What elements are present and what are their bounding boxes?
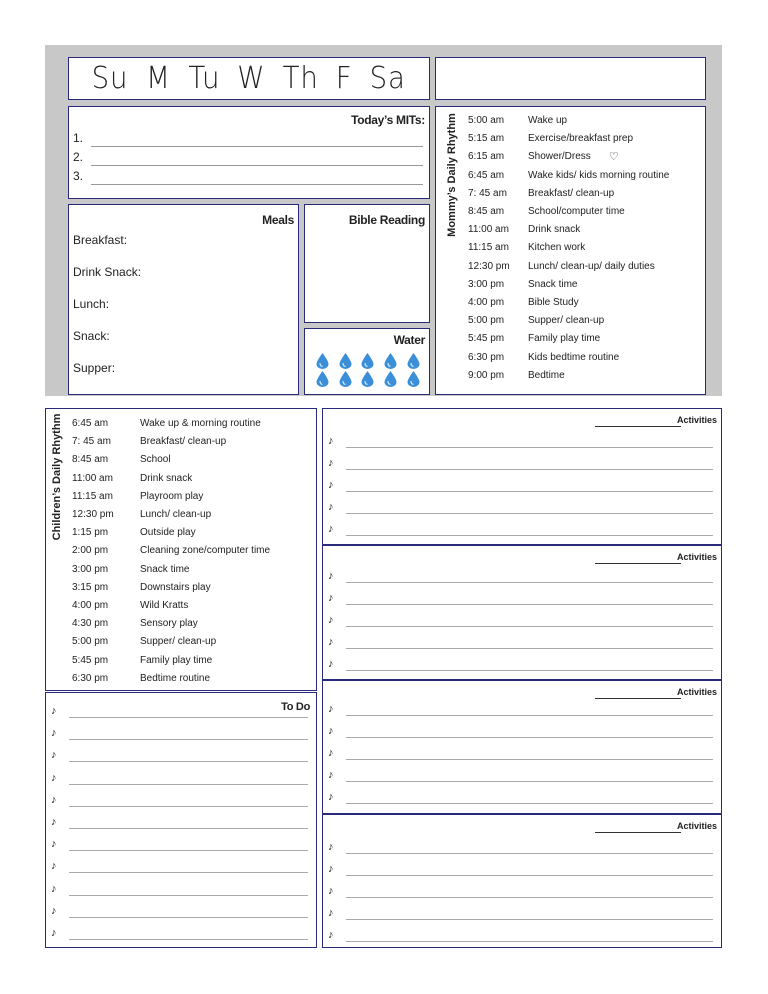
meal-label: Snack: [73,329,110,343]
schedule-time: 5:45 pm [72,654,109,666]
music-note-icon: ♪ [51,838,57,851]
schedule-task: Bedtime routine [140,672,211,684]
schedule-row [72,506,270,524]
schedule-row [72,597,270,615]
schedule-task: Family play time [528,333,601,345]
activities-title-line[interactable] [595,832,681,833]
music-note-icon: ♪ [328,791,334,803]
bible-reading-title: Bible Reading [348,213,425,227]
music-note-icon: ♪ [51,816,57,828]
line-entry[interactable] [51,770,308,788]
schedule-row [468,167,669,185]
schedule-task: School/computer time [528,206,625,218]
schedule-time: 7: 45 am [468,187,507,199]
water-title: Water [393,333,425,347]
line-entry[interactable] [51,903,308,921]
schedule-row [72,451,270,469]
day-0[interactable]: Su [91,61,129,96]
schedule-task: Snack time [528,278,578,290]
day-6[interactable]: Sa [369,61,407,96]
schedule-row [72,415,270,433]
schedule-task: Drink snack [528,224,581,236]
music-note-icon: ♪ [328,703,334,715]
music-note-icon: ♪ [51,793,57,806]
line-entry[interactable] [51,703,308,721]
meals-title: Meals [262,213,294,227]
music-note-icon: ♪ [328,725,334,737]
schedule-task: Family play time [140,654,213,666]
music-note-icon: ♪ [328,523,334,535]
schedule-task: Outside play [140,527,196,539]
day-4[interactable]: Th [282,61,320,96]
meal-label: Breakfast: [73,233,128,247]
line-entry[interactable] [328,927,713,945]
schedule-task: Lunch/ clean-up/ daily duties [528,260,655,272]
schedule-task: Kitchen work [528,242,586,254]
music-note-icon: ♪ [51,904,57,917]
schedule-time: 6:30 pm [72,672,109,684]
schedule-task: Sensory play [140,618,198,630]
schedule-time: 8:45 am [468,206,505,218]
line-entry[interactable] [328,701,713,719]
schedule-time: 5:00 pm [468,315,505,327]
music-note-icon: ♪ [328,501,334,513]
children-rhythm-title: Children’s Daily Rhythm [51,413,63,541]
children-rhythm-box [45,408,317,691]
music-note-icon: ♪ [328,457,334,469]
music-note-icon: ♪ [328,479,334,491]
activities-title: Activities [676,687,717,697]
water-drops [311,353,425,387]
line-entry[interactable] [328,745,713,763]
heart-icon: ♡ [608,151,619,164]
schedule-time: 8:45 am [72,454,109,466]
schedule-task: Wake kids/ kids morning routine [528,169,670,181]
water-drop-icon[interactable] [339,353,352,369]
schedule-task: Wake up [528,115,568,126]
music-note-icon: ♪ [328,614,334,626]
line-entry[interactable] [328,612,713,630]
bible-reading-box[interactable] [304,204,430,323]
activities-title-line[interactable] [595,426,681,427]
line-entry[interactable] [328,433,713,451]
line-entry[interactable] [328,883,713,901]
schedule-row [72,652,270,670]
line-entry[interactable] [51,925,308,943]
activities-title: Activities [676,552,717,562]
schedule-row [468,203,669,221]
schedule-row [72,633,270,651]
schedule-time: 11:15 am [72,490,113,502]
activities-box-1 [322,408,722,545]
schedule-task: Bible Study [528,297,579,309]
line-entry[interactable] [328,477,713,495]
todo-title: To Do [281,701,310,713]
schedule-task: Cleaning zone/computer time [140,545,271,557]
line-entry[interactable] [328,767,713,785]
music-note-icon: ♪ [51,727,57,740]
music-note-icon: ♪ [328,929,334,941]
line-entry[interactable] [328,499,713,517]
schedule-task: Bedtime [528,369,565,381]
music-note-icon: ♪ [51,882,57,895]
schedule-row [468,276,669,294]
mit-line[interactable] [73,131,423,149]
schedule-time: 2:00 pm [72,545,109,557]
music-note-icon: ♪ [51,749,57,762]
schedule-row [468,330,669,348]
meal-label: Lunch: [73,297,110,311]
schedule-task: Snack time [140,563,190,575]
schedule-time: 1:15 pm [72,527,109,539]
line-entry[interactable] [328,590,713,608]
line-entry[interactable] [328,723,713,741]
children-schedule [72,415,270,688]
schedule-row [468,130,669,148]
schedule-row [468,367,669,385]
schedule-task: Supper/ clean-up [528,315,605,327]
day-5[interactable]: F [336,61,353,96]
schedule-task: Shower/Dress [528,151,591,163]
schedule-time: 5:15 am [468,133,505,145]
water-drop-icon[interactable] [339,371,352,387]
music-note-icon: ♪ [51,771,57,784]
schedule-time: 3:15 pm [72,581,109,593]
schedule-task: Kids bedtime routine [528,351,620,363]
schedule-row [468,294,669,312]
schedule-row [468,349,669,367]
line-entry[interactable] [328,656,713,674]
water-drop-icon[interactable] [316,371,329,387]
schedule-row [468,258,669,276]
line-entry[interactable] [328,839,713,857]
line-entry[interactable] [51,747,308,765]
days-of-week-box [68,57,430,100]
line-entry[interactable] [328,905,713,923]
mommy-schedule [468,112,669,385]
mit-number: 1. [73,131,84,145]
music-note-icon: ♪ [51,860,57,873]
water-drop-icon[interactable] [316,353,329,369]
schedule-row [72,470,270,488]
water-drop-icon[interactable] [361,353,374,369]
schedule-time: 6:45 am [468,169,505,181]
activities-box-4 [322,814,722,948]
schedule-task: Breakfast/ clean-up [528,187,615,199]
line-entry[interactable] [51,725,308,743]
music-note-icon: ♪ [51,927,57,939]
schedule-row [72,579,270,597]
water-box [304,328,430,395]
line-entry[interactable] [328,634,713,652]
date-box[interactable] [435,57,706,100]
activities-box-3 [322,680,722,814]
schedule-task: Breakfast/ clean-up [140,436,227,448]
schedule-row [72,542,270,560]
water-drop-icon[interactable] [384,371,397,387]
music-note-icon: ♪ [328,863,334,875]
schedule-task: Supper/ clean-up [140,636,217,648]
day-3[interactable]: W [237,61,266,96]
line-entry[interactable] [51,858,308,876]
schedule-time: 5:45 pm [468,333,505,345]
activities-title-line[interactable] [595,563,681,564]
meals-box [68,204,299,395]
schedule-row [468,185,669,203]
music-note-icon: ♪ [328,658,334,670]
schedule-row [468,112,669,130]
schedule-time: 6:45 am [72,418,109,429]
schedule-time: 4:00 pm [72,600,109,612]
schedule-time: 4:30 pm [72,618,109,630]
schedule-task: Wake up & morning routine [140,418,261,429]
music-note-icon: ♪ [51,705,57,717]
schedule-time: 11:00 am [468,224,509,236]
schedule-time: 11:15 am [468,242,509,254]
activities-title: Activities [676,821,717,831]
schedule-row [468,239,669,257]
schedule-time: 3:00 pm [72,563,109,575]
schedule-row [72,561,270,579]
water-drop-icon[interactable] [407,353,420,369]
meal-label: Supper: [73,361,116,375]
schedule-time: 9:00 pm [468,369,505,381]
music-note-icon: ♪ [328,636,334,648]
schedule-time: 11:00 am [72,472,113,484]
mit-line[interactable] [73,169,423,187]
schedule-task: Wild Kratts [140,600,189,612]
activities-box-2 [322,545,722,680]
todo-box [45,692,317,948]
schedule-row [72,615,270,633]
activities-title-line[interactable] [595,698,681,699]
water-drop-icon[interactable] [384,353,397,369]
line-entry[interactable] [328,521,713,539]
schedule-time: 6:15 am [468,151,505,163]
schedule-time: 6:30 pm [468,351,505,363]
schedule-row [72,524,270,542]
mits-title: Today’s MITs: [351,113,425,127]
schedule-row [468,148,669,166]
mit-number: 2. [73,150,84,164]
music-note-icon: ♪ [328,841,334,853]
music-note-icon: ♪ [328,592,334,604]
schedule-row [468,312,669,330]
day-1[interactable]: M [146,61,171,96]
mit-line[interactable] [73,150,423,168]
schedule-row [468,221,669,239]
meal-label: Drink Snack: [73,265,142,279]
mit-number: 3. [73,169,84,183]
mits-box [68,106,430,199]
water-drop-icon[interactable] [361,371,374,387]
schedule-time: 7: 45 am [72,436,111,448]
schedule-row [72,488,270,506]
mommy-rhythm-title: Mommy’s Daily Rhythm [446,113,458,237]
music-note-icon: ♪ [328,907,334,919]
line-entry[interactable] [51,836,308,854]
day-2[interactable]: Tu [187,61,220,96]
schedule-row [72,433,270,451]
schedule-task: Downstairs play [140,581,211,593]
schedule-row [72,670,270,688]
line-entry[interactable] [51,881,308,899]
line-entry[interactable] [328,455,713,473]
mommy-rhythm-box [435,106,706,395]
water-drop-icon[interactable] [407,371,420,387]
music-note-icon: ♪ [328,885,334,897]
line-entry[interactable] [328,568,713,586]
music-note-icon: ♪ [328,747,334,759]
schedule-time: 5:00 am [468,115,505,126]
schedule-time: 12:30 pm [72,509,114,521]
schedule-task: Playroom play [140,490,204,502]
activities-title: Activities [676,415,717,425]
schedule-time: 12:30 pm [468,260,510,272]
music-note-icon: ♪ [328,769,334,781]
schedule-task: Exercise/breakfast prep [528,133,634,145]
line-entry[interactable] [328,789,713,807]
schedule-time: 3:00 pm [468,278,505,290]
schedule-task: Lunch/ clean-up [140,509,212,521]
schedule-task: School [140,454,171,466]
line-entry[interactable] [328,861,713,879]
schedule-task: Drink snack [140,472,193,484]
line-entry[interactable] [51,792,308,810]
line-entry[interactable] [51,814,308,832]
schedule-time: 5:00 pm [72,636,109,648]
music-note-icon: ♪ [328,570,334,582]
schedule-time: 4:00 pm [468,297,505,309]
music-note-icon: ♪ [328,435,334,447]
